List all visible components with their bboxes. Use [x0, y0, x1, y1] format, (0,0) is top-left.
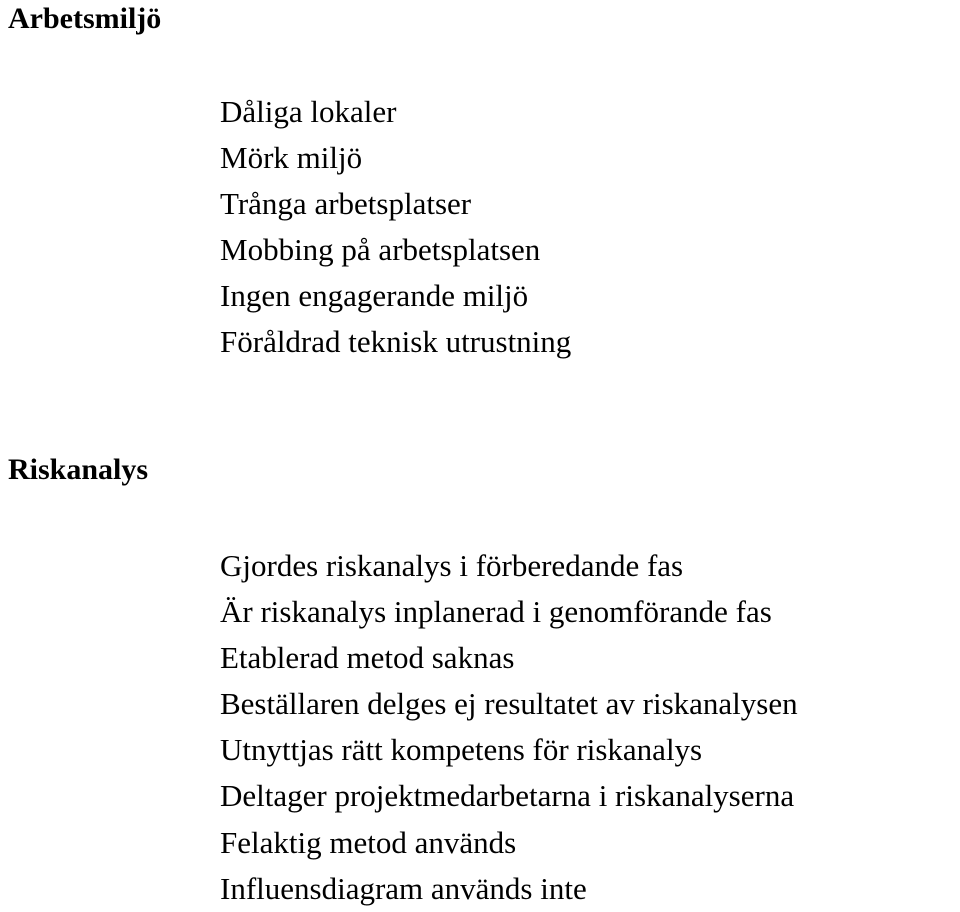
list-item: Ingen engagerande miljö [220, 278, 529, 313]
list-item: Är riskanalys inplanerad i genomförande fas [220, 594, 772, 630]
list-item: Dåliga lokaler [220, 94, 397, 129]
section-heading-arbetsmiljo: Arbetsmiljö [8, 2, 162, 35]
list-item: Utnyttjas rätt kompetens för riskanalys [220, 732, 703, 768]
list-item: Mörk miljö [220, 140, 363, 175]
list-item: Gjordes riskanalys i förberedande fas [220, 548, 684, 583]
list-item: Trånga arbetsplatser [220, 186, 472, 221]
list-item: Influensdiagram används inte [220, 870, 587, 906]
section-heading-riskanalys: Riskanalys [8, 453, 149, 486]
arbetsmiljo-list [220, 89, 571, 365]
list-item: Beställaren delges ej resultatet av riskanalysen [220, 686, 798, 722]
list-item: Deltager projektmedarbetarna i riskanalyserna [220, 778, 795, 814]
riskanalys-list [220, 543, 798, 912]
list-item: Föråldrad teknisk utrustning [220, 324, 572, 359]
list-item: Felaktig metod används [220, 824, 517, 860]
list-item: Etablerad metod saknas [220, 640, 515, 676]
list-item: Mobbing på arbetsplatsen [220, 232, 541, 267]
